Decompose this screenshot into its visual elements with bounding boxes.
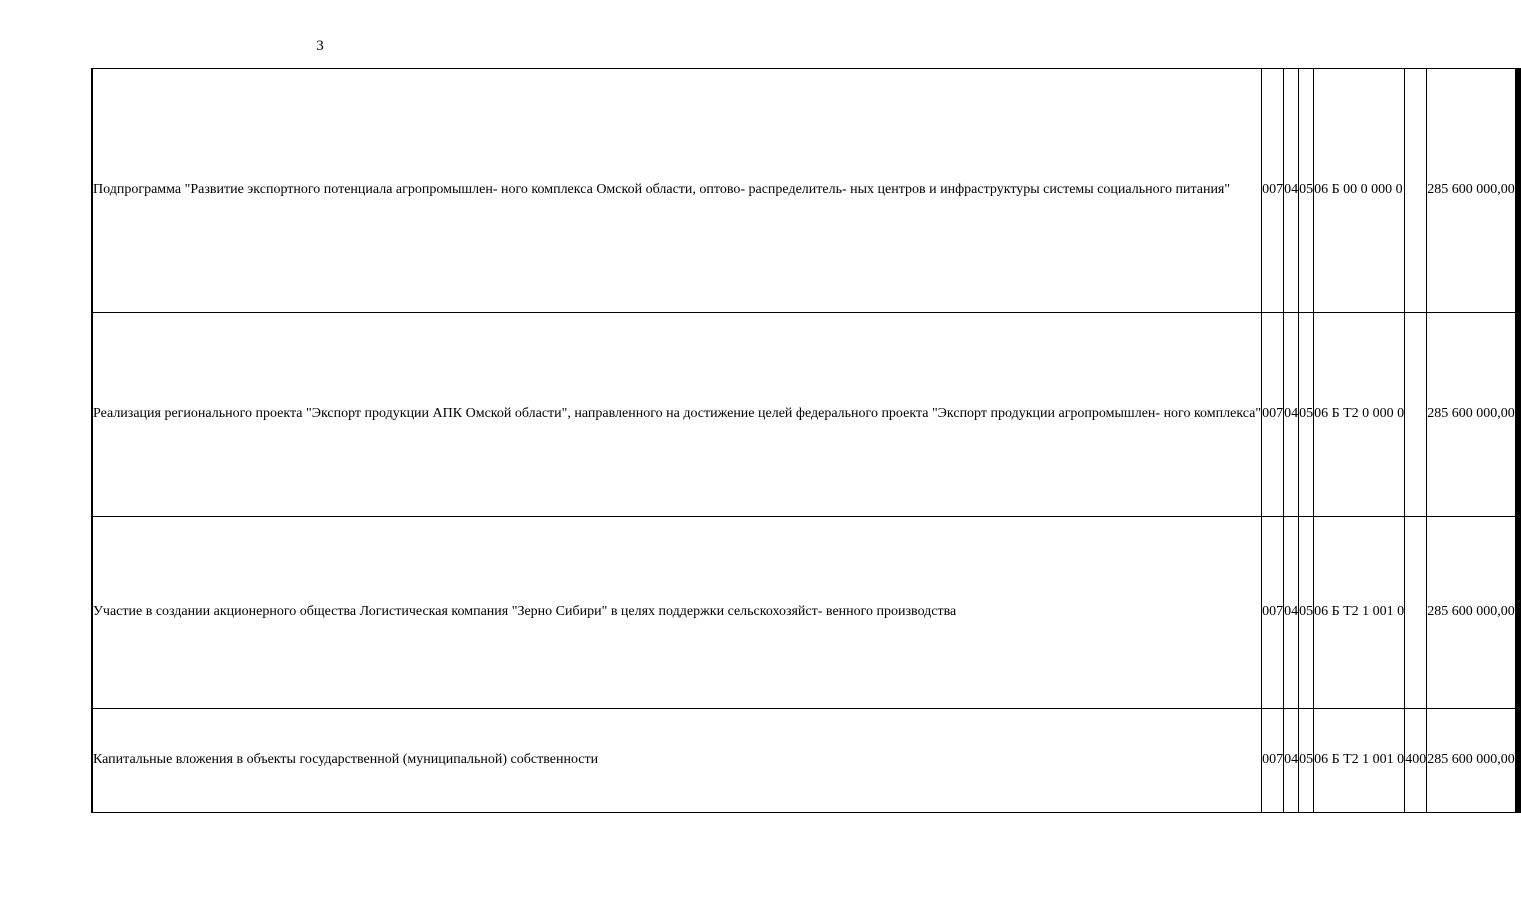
target-article-code: 06 Б 00 0 000 0 bbox=[1314, 69, 1405, 313]
empty-cell bbox=[1519, 69, 1520, 313]
ministry-code: 007 bbox=[1262, 69, 1284, 313]
subsection-code: 05 bbox=[1299, 517, 1314, 709]
expense-type-code bbox=[1405, 313, 1427, 517]
table-row bbox=[92, 517, 1521, 709]
expense-type-code bbox=[1405, 517, 1427, 709]
amount: 285 600 000,00 bbox=[1427, 313, 1516, 517]
subsection-code: 05 bbox=[1299, 69, 1314, 313]
row-name: Капитальные вложения в объекты государственной (муниципальной) собственности bbox=[93, 709, 1262, 813]
page-number: 3 bbox=[316, 38, 324, 54]
table-row bbox=[92, 313, 1521, 517]
empty-cell bbox=[1519, 517, 1520, 709]
subsection-code: 05 bbox=[1299, 313, 1314, 517]
section-code: 04 bbox=[1284, 69, 1299, 313]
empty-cell bbox=[1519, 709, 1520, 813]
expense-type-code: 400 bbox=[1405, 709, 1427, 813]
table-row bbox=[92, 709, 1521, 813]
budget-table bbox=[91, 68, 1521, 813]
table-row bbox=[92, 69, 1521, 313]
target-article-code: 06 Б Т2 1 001 0 bbox=[1314, 517, 1405, 709]
row-name: Реализация регионального проекта "Экспорт продукции АПК Омской области", направленного на достижение целей федерального проекта "Экспорт продукции агропромышлен- ного комплекса" bbox=[93, 313, 1262, 517]
section-code: 04 bbox=[1284, 313, 1299, 517]
target-article-code: 06 Б Т2 1 001 0 bbox=[1314, 709, 1405, 813]
section-code: 04 bbox=[1284, 709, 1299, 813]
ministry-code: 007 bbox=[1262, 517, 1284, 709]
row-name: Участие в создании акционерного общества Логистическая компания "Зерно Сибири" в целях поддержки сельскохозяйст- венного производства bbox=[93, 517, 1262, 709]
ministry-code: 007 bbox=[1262, 313, 1284, 517]
target-article-code: 06 Б Т2 0 000 0 bbox=[1314, 313, 1405, 517]
ministry-code: 007 bbox=[1262, 709, 1284, 813]
amount: 285 600 000,00 bbox=[1427, 69, 1516, 313]
expense-type-code bbox=[1405, 69, 1427, 313]
amount: 285 600 000,00 bbox=[1427, 709, 1516, 813]
amount: 285 600 000,00 bbox=[1427, 517, 1516, 709]
subsection-code: 05 bbox=[1299, 709, 1314, 813]
section-code: 04 bbox=[1284, 517, 1299, 709]
row-name: Подпрограмма "Развитие экспортного потенциала агропромышлен- ного комплекса Омской области, оптово- распределитель- ных центров и инфраструктуры системы социального питания" bbox=[93, 69, 1262, 313]
empty-cell bbox=[1519, 313, 1520, 517]
